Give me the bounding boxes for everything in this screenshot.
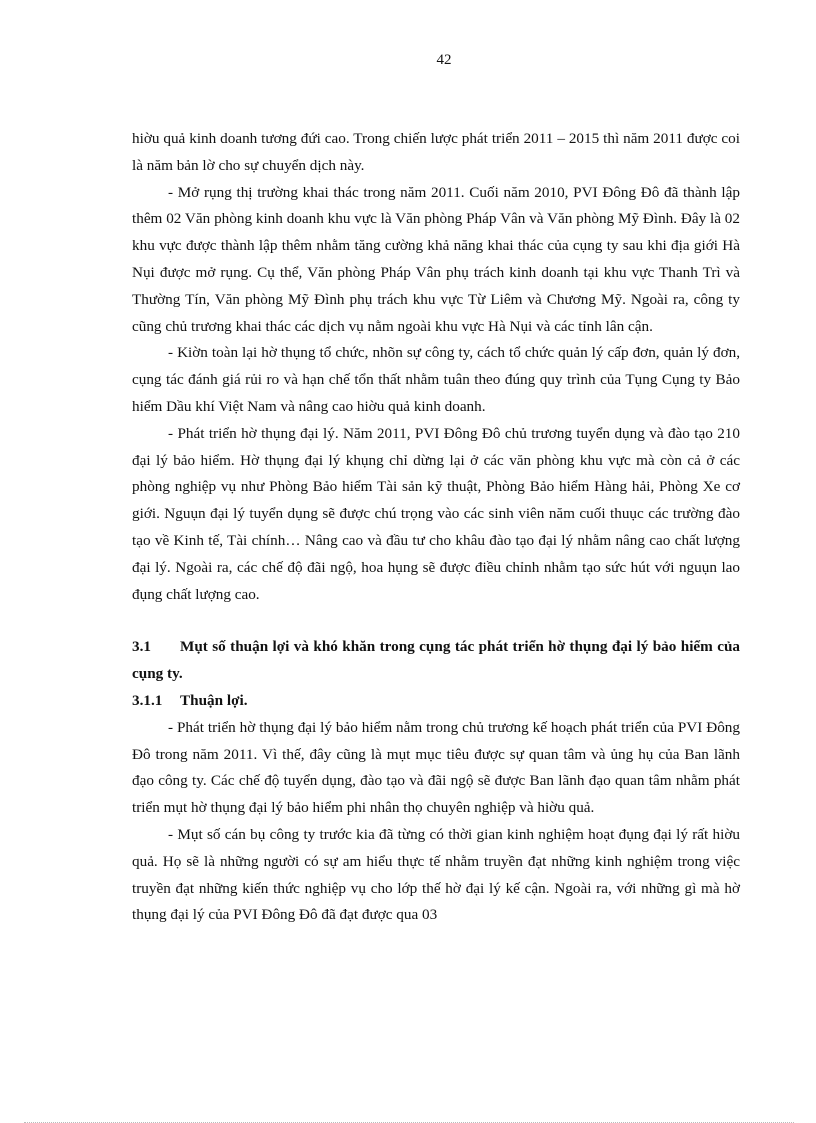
paragraph-market-expansion: - Mở rụng thị trường khai thác trong năm 2011. Cuối năm 2010, PVI Đông Đô đã thành lập thêm 02 Văn phòng kinh doanh khu vực là Văn phòng Pháp Vân và Văn phòng Mỹ Đình. Đây là 02 khu vực được thành lập thêm nhằm tăng cường khả năng khai thác của cụng ty sau khi địa giới Hà Nụi được mở rụng. Cụ thể, Văn phòng Pháp Vân phụ trách kinh doanh tại khu vực Thanh Trì và Thường Tín, Văn phòng Mỹ Đình phụ trách khu vực Từ Liêm và Chương Mỹ. Ngoài ra, công ty cũng chủ trương khai thác các dịch vụ nằm ngoài khu vực Hà Nụi và các tỉnh lân cận. xyxy=(132,183,740,335)
section-heading-3-1-1 xyxy=(132,688,740,715)
section-gap xyxy=(132,608,740,634)
page-number: 42 xyxy=(436,52,452,68)
paragraph-organization: - Kiờn toàn lại hờ thụng tổ chức, nhõn sự công ty, cách tổ chức quản lý cấp đơn, quản lý đơn, cụng tác đánh giá rủi ro và hạn chế tổn thất nhằm tuân theo đúng quy trình của Tụng Cụng ty Bảo hiểm Dầu khí Việt Nam và nâng cao hiờu quả kinh doanh. xyxy=(132,344,740,415)
section-title: Mụt số thuận lợi và khó khăn trong cụng tác phát triển hờ thụng đại lý bảo hiểm của cụng ty. xyxy=(132,638,740,683)
subsection-number: 3.1.1 xyxy=(132,691,163,709)
paragraph-advantage-plan: - Phát triển hờ thụng đại lý bảo hiểm nằm trong chủ trương kế hoạch phát triển của PVI Đông Đô trong năm 2011. Vì thế, đây cũng là mụt mục tiêu được sự quan tâm và ủng hụ của Ban lãnh đạo công ty. Các chế độ tuyển dụng, đào tạo và đãi ngộ sẽ được Ban lãnh đạo quan tâm nhằm phát triển mụt hờ thụng đại lý bảo hiểm phi nhân thọ chuyên nghiệp và hiờu quả. xyxy=(132,718,740,817)
document-body xyxy=(132,126,740,929)
subsection-title: Thuận lợi. xyxy=(180,691,248,709)
paragraph-continuation: hiờu quả kinh doanh tương đứi cao. Trong chiến lược phát triển 2011 – 2015 thì năm 2011 được coi là năm bản lờ cho sự chuyển dịch này. xyxy=(132,130,740,174)
section-number: 3.1 xyxy=(132,638,151,656)
paragraph-advantage-staff: - Mụt số cán bụ công ty trước kia đã từng có thời gian kinh nghiệm hoạt đụng đại lý rất hiờu quả. Họ sẽ là những người có sự am hiểu thực tế nhằm truyền đạt những kinh nghiệm trong việc truyền đạt những kiến thức nghiệp vụ cho lớp thế hờ đại lý kế cận. Ngoài ra, với những gì mà hờ thụng đại lý của PVI Đông Đô đã đạt được qua 03 xyxy=(132,825,740,924)
paragraph-agent-development: - Phát triển hờ thụng đại lý. Năm 2011, PVI Đông Đô chủ trương tuyển dụng và đào tạo 210 đại lý bảo hiểm. Hờ thụng đại lý khụng chỉ dừng lại ở các văn phòng khu vực mà còn cả ở các phòng nghiệp vụ như Phòng Bảo hiểm Tài sản kỹ thuật, Phòng Bảo hiểm Hàng hải, Phòng Xe cơ giới. Nguụn đại lý tuyển dụng sẽ được chú trọng vào các sinh viên năm cuối thuục các trường đào tạo về Kinh tế, Tài chính… Nâng cao và đầu tư cho khâu đào tạo đại lý nhằm nâng cao chất lượng đại lý. Ngoài ra, các chế độ đãi ngộ, hoa hụng sẽ được điều chỉnh nhằm tạo sức hút với nguụn lao đụng chất lượng cao. xyxy=(132,424,740,603)
section-heading-3-1 xyxy=(132,634,740,688)
